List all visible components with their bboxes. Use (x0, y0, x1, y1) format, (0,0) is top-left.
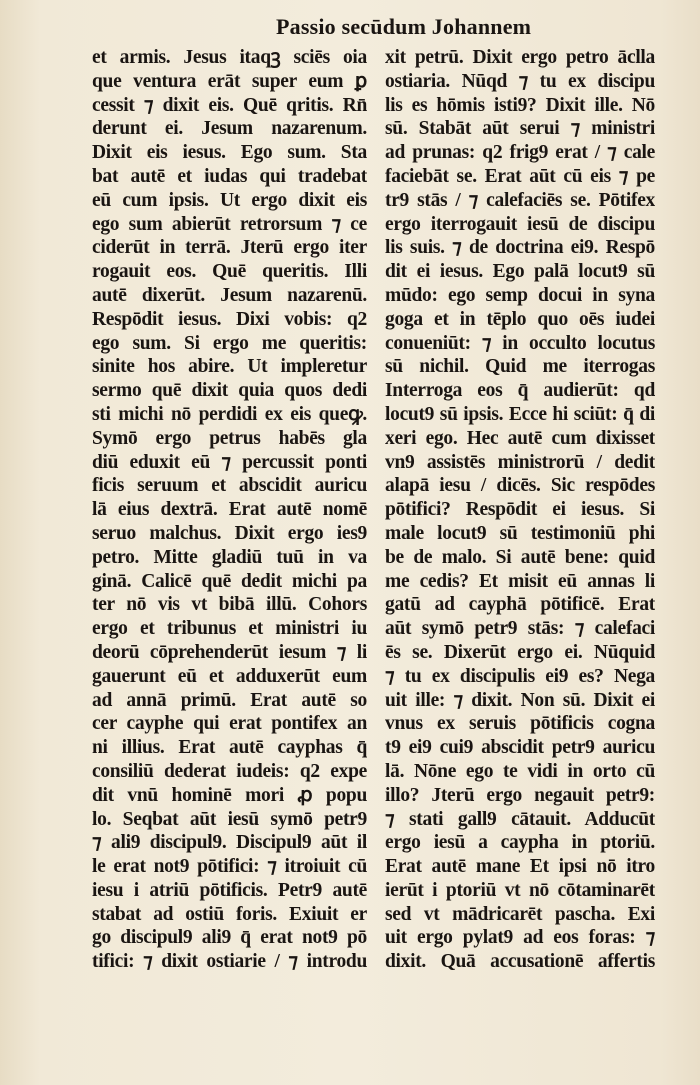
text-line: ēs se. Dixerūt ergo ei. Nūquid (385, 641, 655, 663)
text-line: ad prunas: q2 frig9 erat / ⁊ cale (385, 142, 655, 164)
text-line: ter nō vis vt bibā illū. Cohors (92, 594, 367, 616)
text-line: mūdo: ego semp docui in syna (385, 284, 655, 306)
text-line: ciderūt in terrā. Jterū ergo iter (92, 237, 367, 259)
text-line: ⁊ stati gall9 cātauit. Adducūt (385, 808, 655, 830)
text-line: uit ille: ⁊ dixit. Non sū. Dixit ei (385, 689, 655, 711)
text-line: conueniūt: ⁊ in occulto locutus (385, 332, 655, 354)
text-line: xeri ego. Hec autē cum dixisset (385, 427, 655, 449)
text-line: Respōdit iesus. Dixi vobis: q2 (92, 308, 367, 330)
text-line: lā eius dextrā. Erat autē nomē (92, 499, 367, 521)
text-line: sū nichil. Quid me iterrogas (385, 356, 655, 378)
text-line: autē dixerūt. Jesum nazarenū. (92, 284, 367, 306)
text-line: ierūt i ptoriū vt nō cōtaminarēt (385, 879, 655, 901)
text-line: sū. Stabāt aūt serui ⁊ ministri (385, 118, 655, 140)
text-line: ad annā primū. Erat autē so (92, 689, 367, 711)
text-line: stabat ad ostiū foris. Exiuit er (92, 903, 367, 925)
running-header: Passio secūdum Johannem (276, 14, 532, 39)
text-line: rogauit eos. Quē queritis. Illi (92, 261, 367, 283)
text-line: iesu i atriū pōtificis. Petr9 autē (92, 879, 367, 901)
text-line: derunt ei. Jesum nazarenum. (92, 118, 367, 140)
text-line: le erat not9 pōtifici: ⁊ itroiuit cū (92, 856, 367, 878)
text-line: cessit ⁊ dixit eis. Quē qritis. Rn̄ (92, 94, 367, 116)
text-line: ostiaria. Nūqd ⁊ tu ex discipu (385, 70, 655, 92)
text-line: gauerunt eū et adduxerūt eum (92, 665, 367, 687)
text-line: go discipul9 ali9 q̄ erat not9 pō (92, 927, 367, 949)
text-line: dit vnū hominē mori ꝓ popu (92, 784, 367, 806)
text-line: alapā iesu / dicēs. Sic respōdes (385, 475, 655, 497)
text-line: lis es hōmis isti9? Dixit ille. Nō (385, 94, 655, 116)
text-line: ergo et tribunus et ministri iu (92, 618, 367, 640)
text-line: t9 ei9 cui9 abscidit petr9 auricu (385, 737, 655, 759)
text-line: ficis seruum et abscidit auricu (92, 475, 367, 497)
text-line: eū cum ipsis. Ut ergo dixit eis (92, 189, 367, 211)
text-line: ⁊ ali9 discipul9. Discipul9 aūt il (92, 832, 367, 854)
text-line: consiliū dederat iudeis: q2 expe (92, 760, 367, 782)
text-line: me cedis? Et misit eū annas li (385, 570, 655, 592)
right-text-column (385, 46, 655, 974)
text-line: pōtifici? Respōdit ei iesus. Si (385, 499, 655, 521)
left-text-column (92, 46, 367, 974)
text-line: vn9 assistēs ministrorū / dedit (385, 451, 655, 473)
text-line: lis suis. ⁊ de doctrina ei9. Respō (385, 237, 655, 259)
text-line: ergo iterrogauit iesū de discipu (385, 213, 655, 235)
text-line: Interroga eos q̄ audierūt: qd (385, 380, 655, 402)
text-line: uit ergo pylat9 ad eos foras: ⁊ (385, 927, 655, 949)
text-line: illo? Jterū ergo negauit petr9: (385, 784, 655, 806)
text-line: deorū cōprehenderūt iesum ⁊ li (92, 641, 367, 663)
text-line: Symō ergo petrus habēs gla (92, 427, 367, 449)
text-line: ⁊ tu ex discipulis ei9 es? Nega (385, 665, 655, 687)
text-line: que ventura erāt super eum ꝑ (92, 70, 367, 92)
text-line: Dixit eis iesus. Ego sum. Sta (92, 142, 367, 164)
text-line: sinite hos abire. Ut impleretur (92, 356, 367, 378)
text-line: ego sum. Si ergo me queritis: (92, 332, 367, 354)
text-line: petro. Mitte gladiū tuū in va (92, 546, 367, 568)
text-line: faciebāt se. Erat aūt cū eis ⁊ pe (385, 165, 655, 187)
text-line: gatū ad cayphā pōtificē. Erat (385, 594, 655, 616)
text-line: Erat autē mane Et ipsi nō itro (385, 856, 655, 878)
text-line: vnus ex seruis pōtificis cogna (385, 713, 655, 735)
text-line: bat autē et iudas qui tradebat (92, 165, 367, 187)
text-line: ginā. Calicē quē dedit michi pa (92, 570, 367, 592)
text-line: tr9 stās / ⁊ calefaciēs se. Pōtifex (385, 189, 655, 211)
text-line: sed vt mādricarēt pascha. Exi (385, 903, 655, 925)
text-line: sermo quē dixit quia quos dedi (92, 380, 367, 402)
text-line: lā. Nōne ego te vidi in orto cū (385, 760, 655, 782)
text-line: xit petrū. Dixit ergo petro āclla (385, 47, 655, 68)
text-line: tifici: ⁊ dixit ostiarie / ⁊ introdu (92, 951, 367, 973)
text-line: dixit. Quā accusationē affertis (385, 951, 655, 973)
text-line: male locut9 sū testimoniū phi (385, 522, 655, 544)
text-line: diū eduxit eū ⁊ percussit ponti (92, 451, 367, 473)
text-line: ego sum abierūt retrorsum ⁊ ce (92, 213, 367, 235)
text-line: sti michi nō perdidi ex eis queꝙ. (92, 403, 367, 425)
text-line: seruo malchus. Dixit ergo ies9 (92, 522, 367, 544)
text-line: lo. Seqbat aūt iesū symō petr9 (92, 808, 367, 830)
text-line: dit ei iesus. Ego palā locut9 sū (385, 261, 655, 283)
text-line: locut9 sū ipsis. Ecce hi sciūt: q̄ di (385, 403, 655, 425)
text-line: be de malo. Si autē bene: quid (385, 546, 655, 568)
text-line: aūt symō petr9 stās: ⁊ calefaci (385, 618, 655, 640)
text-line: cer cayphe qui erat pontifex an (92, 713, 367, 735)
text-line: ni illius. Erat autē cayphas q̄ (92, 737, 367, 759)
text-line: ergo iesū a caypha in ptoriū. (385, 832, 655, 854)
text-line: et armis. Jesus itaqꝫ sciēs oia (92, 47, 367, 68)
text-line: goga et in tēplo quo oēs iudei (385, 308, 655, 330)
